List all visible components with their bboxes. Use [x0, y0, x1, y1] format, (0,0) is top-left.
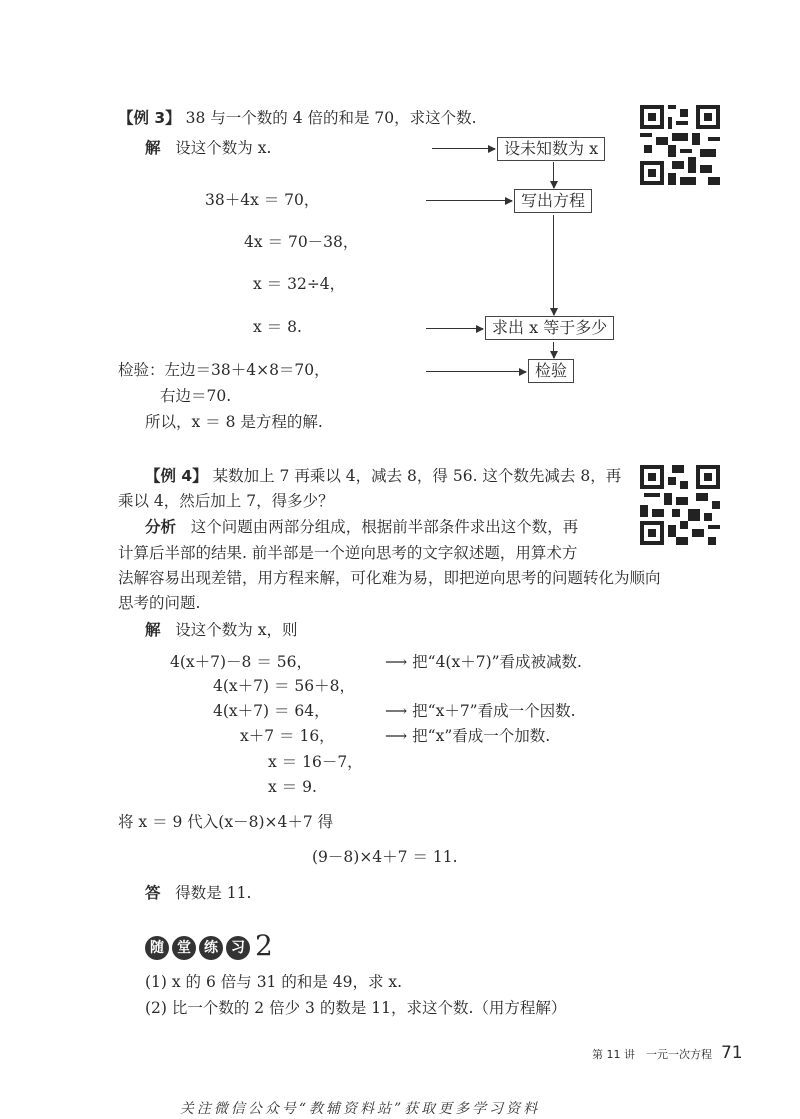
flow-box-write-equation: 写出方程 — [514, 189, 592, 213]
arrow-right-icon — [426, 371, 526, 372]
example3-label: 【例 3】 — [118, 109, 181, 127]
analysis-line4: 思考的问题. — [118, 594, 201, 612]
check-right-line: 右边＝70. — [160, 387, 232, 405]
equation-step: 4(x＋7) ＝ 56＋8， — [213, 677, 355, 695]
example4-question-line2: 乘以 4，然后加上 7，得多少？ — [118, 492, 334, 510]
page-number: 71 — [720, 1043, 743, 1063]
equation-step: x ＝ 8. — [253, 318, 302, 336]
watermark: 关注微信公众号“教辅资料站”获取更多学习资料 — [179, 1101, 541, 1117]
let-statement: 设这个数为 x. — [175, 139, 272, 157]
example3-let-line — [145, 138, 271, 158]
arrow-right-icon — [426, 200, 512, 201]
substitute-line: 将 x ＝ 9 代入(x－8)×4＋7 得 — [118, 813, 334, 831]
practice-title-char: 随 — [145, 936, 169, 960]
practice-title-char: 习 — [226, 936, 250, 960]
example3-question-line — [118, 108, 477, 128]
example4-label: 【例 4】 — [145, 467, 208, 485]
example4-question-line1 — [145, 466, 621, 486]
arrow-right-icon — [426, 328, 483, 329]
solve-label: 解 — [145, 139, 161, 157]
equation-step: x ＝ 16－7， — [268, 753, 363, 771]
example4-let-line — [145, 620, 297, 640]
check-line: 检验：左边＝38＋4×8＝70， — [118, 361, 330, 379]
chapter-title: 第 11 讲 一元一次方程 — [592, 1048, 712, 1061]
analysis-line3: 法解容易出现差错，用方程来解，可化难为易，即把逆向思考的问题转化为顺向 — [118, 569, 661, 587]
equation-step: 4x ＝ 70－38， — [244, 233, 359, 251]
result-equation: (9－8)×4＋7 ＝ 11. — [312, 848, 458, 866]
practice-number: 2 — [255, 929, 273, 962]
answer-line — [145, 883, 251, 903]
arrow-down-icon — [553, 342, 554, 358]
arrow-right-icon — [432, 148, 495, 149]
equation-step: 4(x＋7) ＝ 64， — [213, 702, 330, 720]
analysis-line2: 计算后半部的结果. 前半部是一个逆向思考的文字叙述题，用算术方 — [118, 544, 578, 562]
qr-code-icon — [640, 465, 720, 545]
example4-question: 某数加上 7 再乘以 4，减去 8，得 56. 这个数先减去 8，再 — [212, 467, 622, 485]
flow-box-solve-x: 求出 x 等于多少 — [485, 316, 614, 340]
equation-step: x＋7 ＝ 16， — [240, 727, 335, 745]
equation-step: 4(x＋7)－8 ＝ 56， — [170, 653, 312, 671]
equation-step: x ＝ 9. — [268, 778, 317, 796]
example3-question: 38 与一个数的 4 倍的和是 70，求这个数. — [185, 109, 477, 127]
practice-title-char: 堂 — [172, 936, 196, 960]
let-statement: 设这个数为 x，则 — [175, 621, 298, 639]
step-note: ⟶ 把“x”看成一个加数. — [385, 727, 551, 745]
solve-label: 解 — [145, 621, 161, 639]
equation-step: 38＋4x ＝ 70， — [205, 191, 320, 209]
answer-text: 得数是 11. — [175, 884, 252, 902]
step-note: ⟶ 把“x＋7”看成一个因数. — [385, 702, 576, 720]
analysis-text: 这个问题由两部分组成，根据前半部条件求出这个数，再 — [190, 518, 579, 536]
practice-title-char: 练 — [199, 936, 223, 960]
arrow-down-icon — [553, 215, 554, 315]
answer-label: 答 — [145, 884, 161, 902]
flow-box-set-unknown: 设未知数为 x — [497, 137, 605, 161]
qr-code-icon — [640, 105, 720, 185]
practice-item: (2) 比一个数的 2 倍少 3 的数是 11，求这个数.（用方程解） — [145, 999, 567, 1017]
step-note: ⟶ 把“4(x＋7)”看成被减数. — [385, 653, 582, 671]
analysis-label: 分析 — [145, 518, 177, 536]
practice-item: (1) x 的 6 倍与 31 的和是 49，求 x. — [145, 973, 403, 991]
arrow-down-icon — [553, 162, 554, 188]
page-footer — [592, 1043, 743, 1065]
conclusion: 所以，x ＝ 8 是方程的解. — [145, 413, 323, 431]
flow-box-check: 检验 — [528, 359, 574, 383]
practice-title — [145, 929, 273, 962]
analysis-line1 — [145, 517, 578, 537]
equation-step: x ＝ 32÷4， — [253, 275, 346, 293]
